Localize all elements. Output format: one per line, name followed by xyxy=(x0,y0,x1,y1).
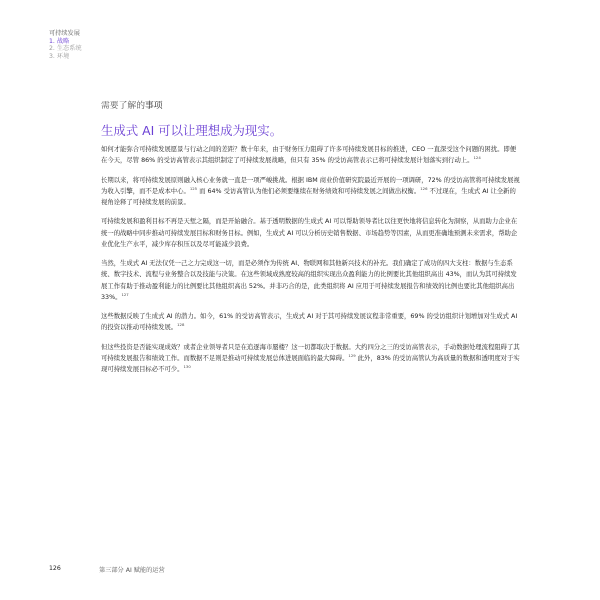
section-kicker xyxy=(101,98,163,111)
body-paragraph xyxy=(101,175,521,209)
body-paragraph xyxy=(101,342,521,376)
footnote-reference[interactable]: 127 xyxy=(121,291,129,297)
paragraph-text: 此外，83% 的受访高管认为高质量的数据和透明度对于实现可持续发展目标必不可少。 xyxy=(101,354,520,374)
footnote-reference[interactable]: 124 xyxy=(473,155,481,161)
paragraph-text: 当然，生成式 AI 无法仅凭一己之力完成这一切，而是必须作为传统 AI、物联网和其他新兴技术的补充。我们确定了成功的四大支柱：数据与生态系统、数字技术、流程与业务整合以及技能与决策。在这些领域成熟度较高的组织实现出众盈利能力的比例要比其他组织高出 43%，而认为其可持续发展工作有助于推动盈利能力的比例要比其他组织高出 52%。并非巧合的是，此类组织将 AI 应用于可持续发展报告和绩效的比例也要比其他组织高出 33%。 xyxy=(101,260,517,301)
body-paragraph xyxy=(101,216,521,250)
body-paragraph xyxy=(101,144,521,166)
page-number: 126 xyxy=(49,565,61,572)
footnote-reference[interactable]: 129 xyxy=(348,352,356,358)
page-headline: 生成式 AI 可以让理想成为现实。 xyxy=(101,123,283,138)
nav-title[interactable]: 可持续发展 xyxy=(49,30,80,37)
body-text xyxy=(101,144,521,384)
footnote-reference[interactable]: 125 xyxy=(189,185,198,191)
nav-item-strategy[interactable]: 1. 战略 xyxy=(49,37,70,45)
section-navigation xyxy=(49,30,82,60)
footer-section-label: 第三部分 AI 赋能的运营 xyxy=(99,567,165,574)
nav-item-environment[interactable]: 3. 环境 xyxy=(49,52,70,60)
nav-item-ecosystem[interactable]: 2. 生态系统 xyxy=(49,45,82,53)
paragraph-text: 而 64% 受访高管认为他们必须要继续在财务绩效和可持续发展之间做出权衡。 xyxy=(197,187,421,195)
paragraph-text: 这些数据反映了生成式 AI 的潜力。如今，61% 的受访高管表示，生成式 AI 对于其可持续发展议程非常重要，69% 的受访组织计划增加对生成式 AI 的投资以推动可持续发展。 xyxy=(101,313,518,332)
kicker-strong: 事项 xyxy=(145,101,163,111)
body-paragraph xyxy=(101,258,521,303)
paragraph-text: 如何才能弥合可持续发展愿景与行动之间的差距？数十年来，由于财务压力阻碍了许多可持续发展目标的推进，CEO 一直深受这个问题的困扰。即便在今天，尽管 86% 的受访高管表示其组织制定了可持续发展战略，但只有 35% 的受访高管表示已将可持续发展计划落实到行动上。 xyxy=(101,146,517,165)
footnote-reference[interactable]: 126 xyxy=(420,185,428,191)
kicker-prefix: 需要了解的 xyxy=(101,101,145,111)
paragraph-text: 长期以来，将可持续发展原则融入核心业务就一直是一项严峻挑战。根据 IBM 商业价值研究院最近开展的一项调研，72% 的受访高管将可持续发展视为收入引擎，而不是成本中心。 xyxy=(101,176,520,195)
paragraph-text: 可持续发展和盈利目标不再是天堑之隔，而是开始融合。基于透明数据的生成式 AI 可以帮助领导者比以往更快地将信息转化为洞察，从而助力企业在统一的战略中同步推动可持续发展目标和财务目标。例如，生成式 AI 可以分析历史销售数据、市场趋势等因素，从而更准确地预测未来需求，帮助企业优化生产水平，减少库存积压以及尽可能减少浪费。 xyxy=(101,218,518,248)
paragraph-text: 不过现在，生成式 AI 让全新的视角诠释了可持续发展的前景。 xyxy=(101,187,516,206)
footnote-reference[interactable]: 130 xyxy=(183,364,191,370)
body-paragraph xyxy=(101,311,521,333)
paragraph-text: 但这些投资是否能实现成效？或者企业领导者只是在追逐海市蜃楼？这一切都取决于数据。大约四分之三的受访高管表示，手动数据处理流程阻碍了其可持续发展报告和绩效工作。而数据不足则是推动可持续发展总体进展面临的最大障碍。 xyxy=(101,343,520,362)
footnote-reference[interactable]: 128 xyxy=(177,322,185,328)
